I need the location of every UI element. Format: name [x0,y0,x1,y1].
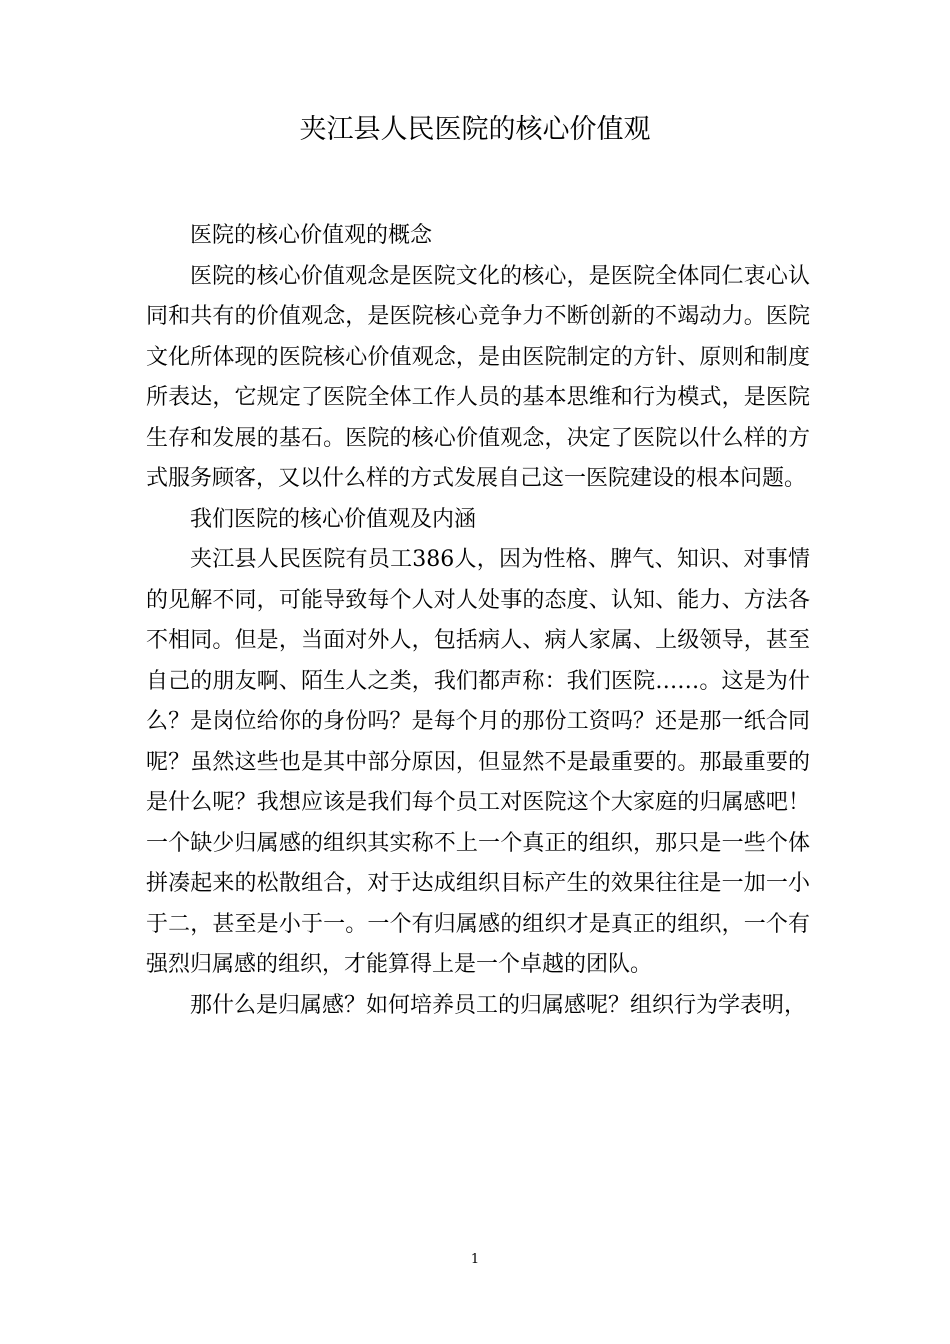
paragraph-concept: 医院的核心价值观念是医院文化的核心，是医院全体同仁衷心认同和共有的价值观念，是医院核心竞争力不断创新的不竭动力。医院文化所体现的医院核心价值观念，是由医院制定的方针、原则和制度所表达，它规定了医院全体工作人员的基本思维和行为模式，是医院生存和发展的基石。医院的核心价值观念，决定了医院以什么样的方式服务顾客，又以什么样的方式发展自己这一医院建设的根本问题。 [146,263,810,491]
section-heading-values: 我们医院的核心价值观及内涵 [190,506,477,532]
page-number: 1 [470,1252,480,1267]
document-title: 夹江县人民医院的核心价值观 [299,114,651,145]
paragraph-belonging: 夹江县人民医院有员工386人，因为性格、脾气、知识、对事情的见解不同，可能导致每个人对人处事的态度、认知、能力、方法各不相同。但是，当面对外人，包括病人、病人家属、上级领导，甚至自己的朋友啊、陌生人之类，我们都声称：我们医院……。这是为什么？是岗位给你的身份吗？是每个月的那份工资吗？还是那一纸合同呢？虽然这些也是其中部分原因，但显然不是最重要的。那最重要的是什么呢？我想应该是我们每个员工对医院这个大家庭的归属感吧！一个缺少归属感的组织其实称不上一个真正的组织，那只是一些个体拼凑起来的松散组合，对于达成组织目标产生的效果往往是一加一小于二，甚至是小于一。一个有归属感的组织才是真正的组织，一个有强烈归属感的组织，才能算得上是一个卓越的团队。 [146,547,810,977]
document-body [146,216,810,1026]
section-heading-concept: 医院的核心价值观的概念 [190,223,433,248]
paragraph-belonging-question: 那什么是归属感？如何培养员工的归属感呢？组织行为学表明， [190,992,807,1018]
